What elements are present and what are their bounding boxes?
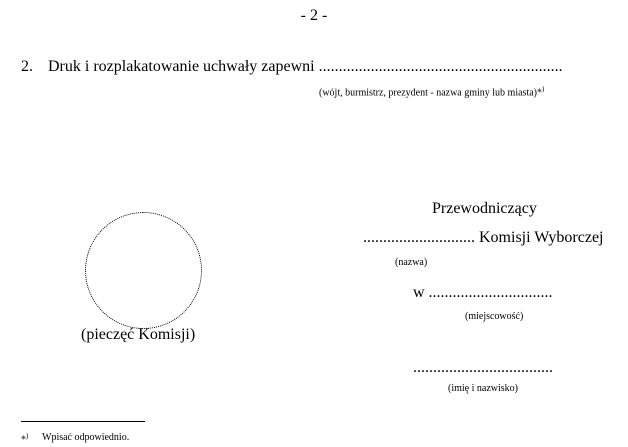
- item-number: 2.: [21, 58, 33, 75]
- name-line: ...................................: [413, 359, 553, 376]
- footnote-mark-sup: ): [26, 432, 29, 440]
- footnote-text: Wpisać odpowiednio.: [42, 432, 130, 443]
- page-number: - 2 -: [300, 7, 328, 24]
- item-hint-text: (wójt, burmistrz, prezydent - nazwa gminy lub miasta)*: [319, 87, 542, 99]
- item-text: Druk i rozplakatowanie uchwały zapewni .............................................................: [48, 58, 563, 75]
- item-hint-footnote-ref: ): [542, 85, 545, 93]
- name-hint: (imię i nazwisko): [448, 383, 518, 394]
- footnote-mark: [21, 432, 28, 445]
- chair-title: Przewodniczący: [432, 200, 537, 217]
- footnote-mark-star: *: [21, 434, 26, 446]
- commission-hint: (nazwa): [395, 257, 428, 268]
- seal-label: (pieczęć Komisji): [81, 326, 196, 343]
- item-hint: [319, 85, 544, 98]
- commission-line: ............................ Komisji Wyborczej: [363, 229, 604, 246]
- place-line: w ...............................: [413, 284, 553, 301]
- footnote-rule: [21, 421, 145, 422]
- place-hint: (miejscowość): [465, 311, 524, 322]
- seal-circle: [85, 212, 202, 329]
